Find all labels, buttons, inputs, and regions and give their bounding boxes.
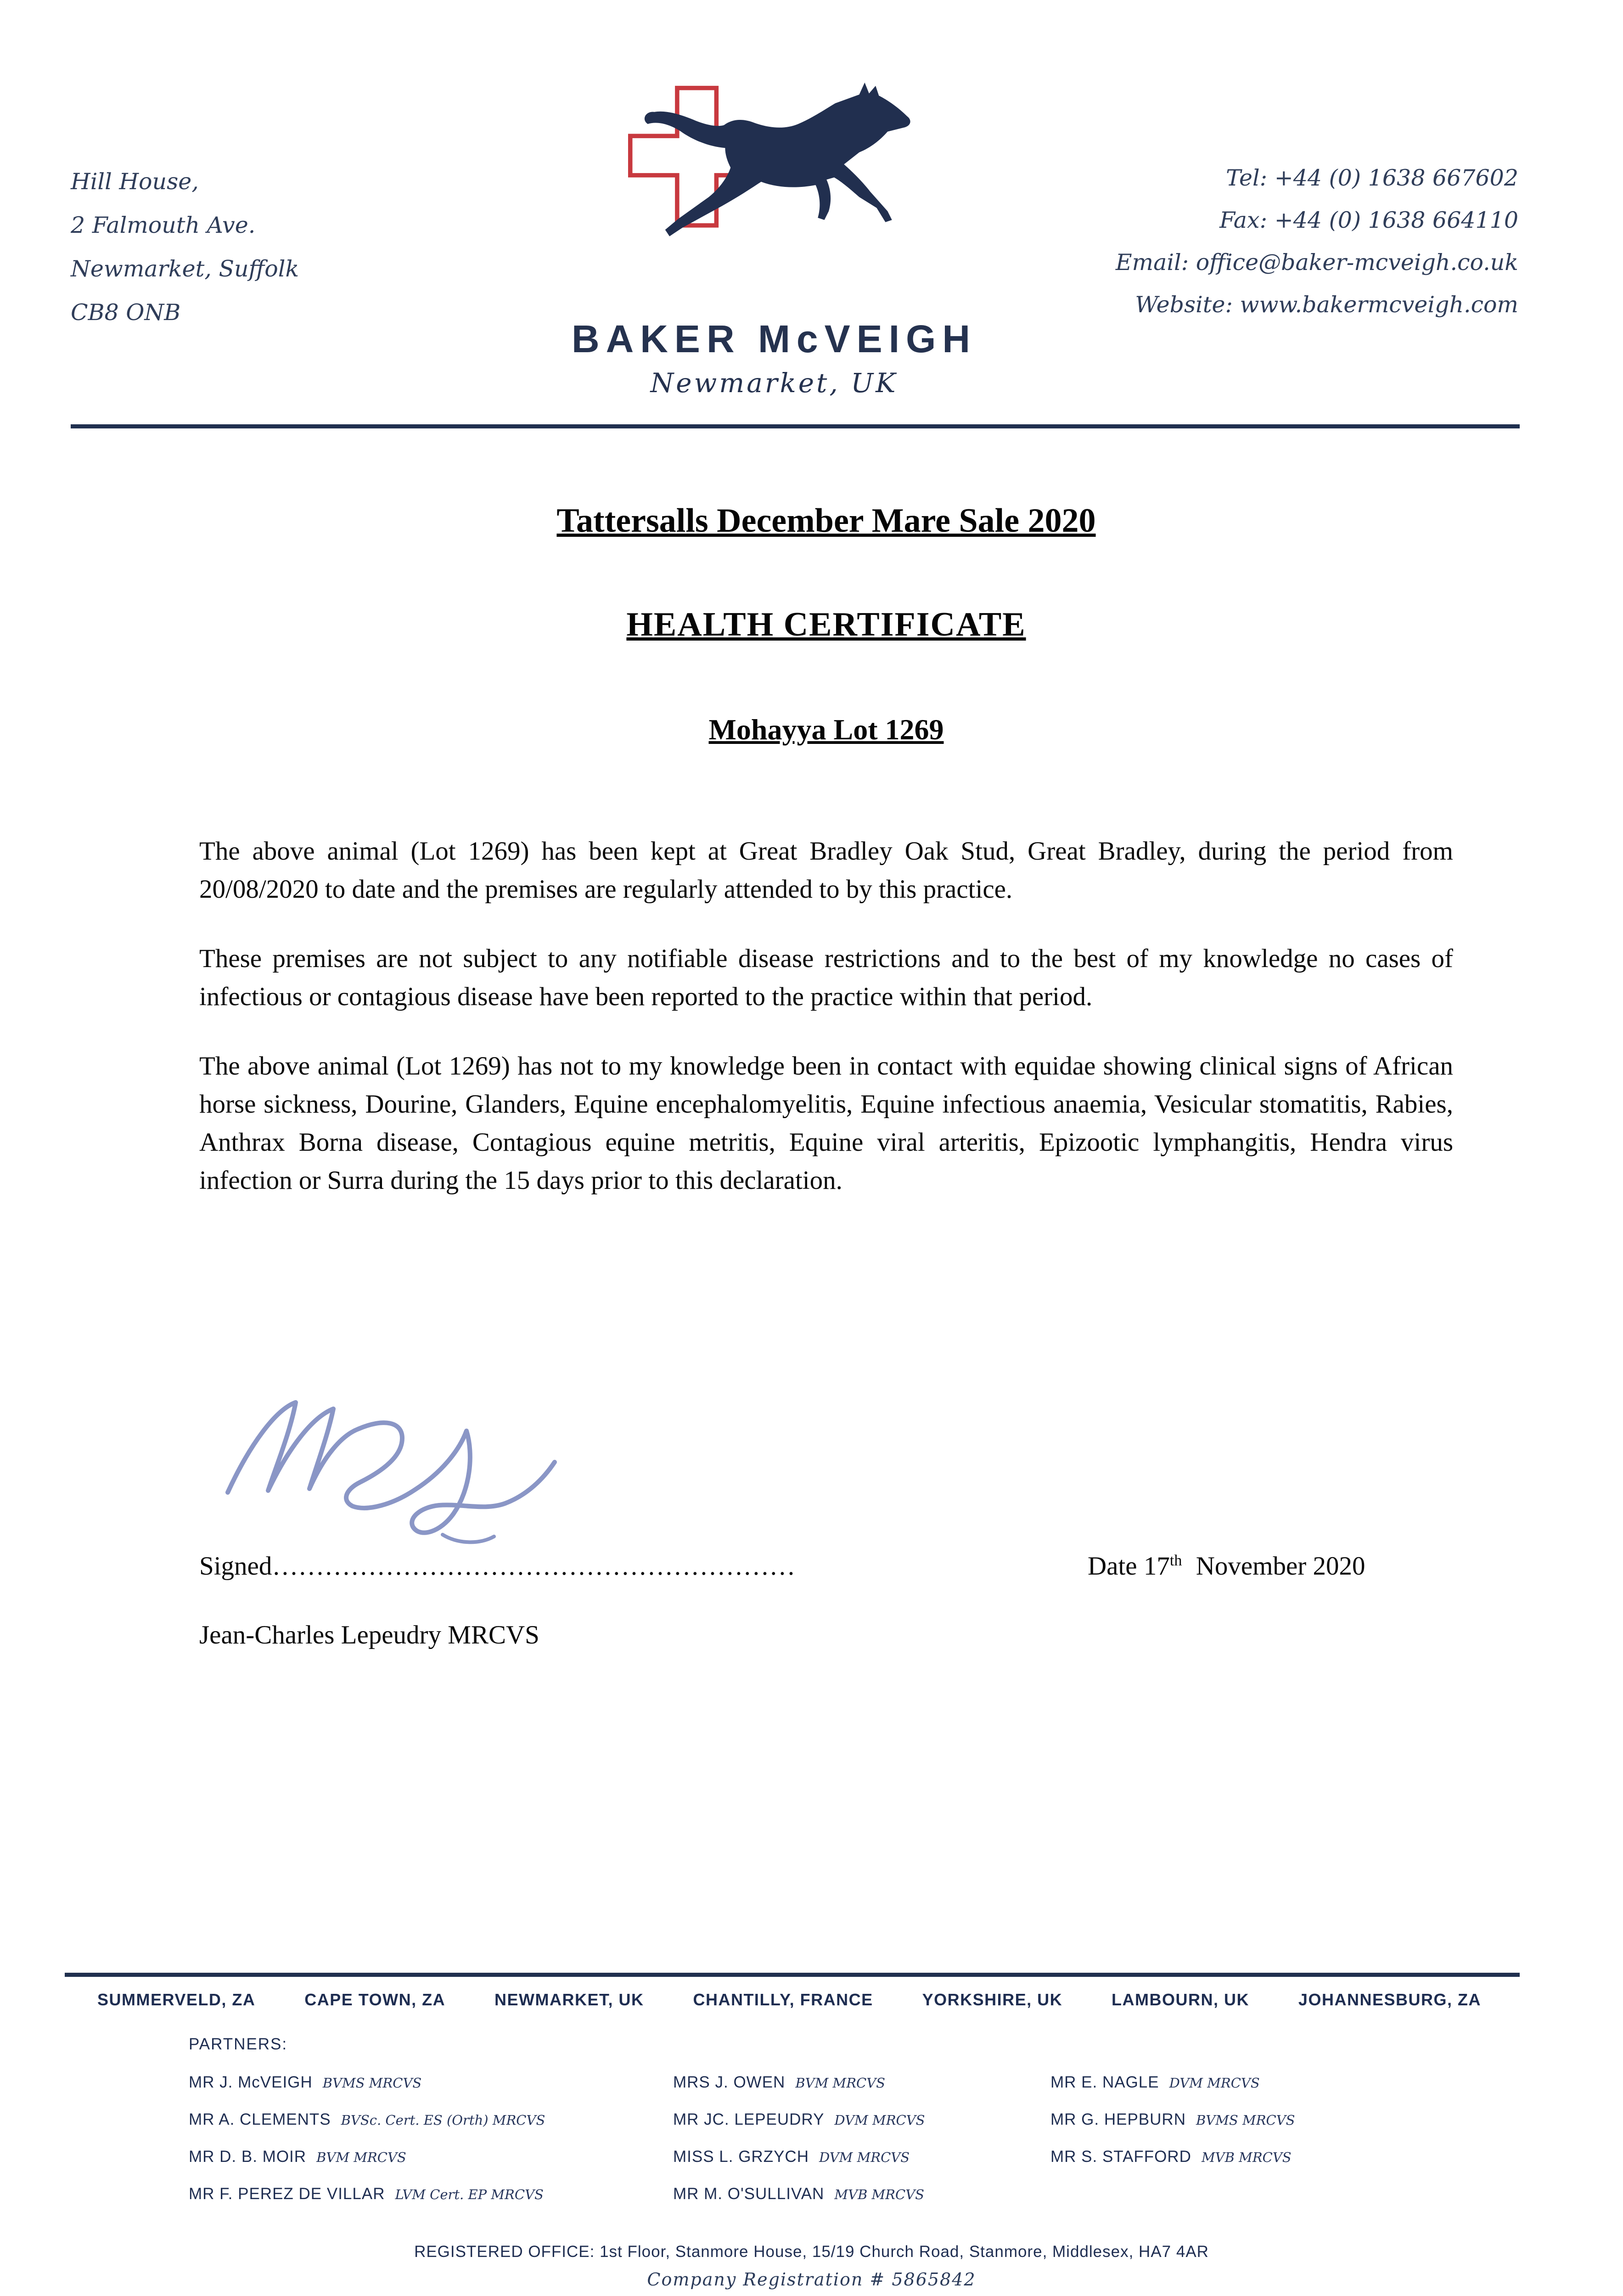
logo-location: Newmarket, UK <box>650 367 898 399</box>
partner-entry <box>673 2065 925 2103</box>
sale-title: Tattersalls December Mare Sale 2020 <box>556 502 1096 540</box>
location-item: LAMBOURN, UK <box>1112 1990 1249 2009</box>
practice-locations <box>97 1990 1481 2009</box>
partner-name: MR A. CLEMENTS <box>189 2110 331 2128</box>
partner-name: MR D. B. MOIR <box>189 2148 307 2166</box>
partner-name: MISS L. GRZYCH <box>673 2148 809 2166</box>
partner-qualifications: MVB MRCVS <box>1201 2150 1292 2165</box>
contact-fax: Fax: +44 (0) 1638 664110 <box>1219 207 1518 233</box>
date-ordinal: th <box>1169 1552 1182 1569</box>
partner-entry <box>189 2103 545 2140</box>
contact-tel: Tel: +44 (0) 1638 667602 <box>1226 165 1518 191</box>
location-item: NEWMARKET, UK <box>494 1990 644 2009</box>
partner-entry <box>673 2103 925 2140</box>
location-item: YORKSHIRE, UK <box>922 1990 1063 2009</box>
partner-qualifications: DVM MRCVS <box>1169 2075 1260 2091</box>
partner-qualifications: BVMS MRCVS <box>322 2075 422 2091</box>
horse-lot-title: Mohayya Lot 1269 <box>708 713 944 746</box>
partners-column-2 <box>673 2065 925 2214</box>
partner-name: MR M. O'SULLIVAN <box>673 2185 825 2203</box>
partners-label: PARTNERS: <box>189 2035 288 2053</box>
signatory-name: Jean-Charles Lepeudry MRCVS <box>199 1621 539 1649</box>
baker-mcveigh-logo-icon <box>611 55 960 257</box>
partners-column-1 <box>189 2065 545 2214</box>
contact-website: Website: www.bakermcveigh.com <box>1135 292 1518 318</box>
signed-label: Signed…………………………………………………… <box>199 1552 796 1581</box>
paragraph-premises: The above animal (Lot 1269) has been kept at Great Bradley Oak Stud, Great Bradley, during the period from 20/08/2020 to date and the premises are regularly attended to by this practice. <box>199 837 1453 904</box>
partner-qualifications: DVM MRCVS <box>819 2150 910 2165</box>
date-prefix: Date 17 <box>1088 1552 1170 1581</box>
partner-name: MR J. McVEIGH <box>189 2073 313 2091</box>
partner-name: MR F. PEREZ DE VILLAR <box>189 2185 385 2203</box>
partner-entry <box>1050 2103 1295 2140</box>
partner-qualifications: DVM MRCVS <box>834 2112 925 2128</box>
certificate-title: HEALTH CERTIFICATE <box>626 606 1026 643</box>
signature-stroke <box>228 1402 555 1533</box>
company-registration: Company Registration # 5865842 <box>647 2269 976 2290</box>
address-line: CB8 ONB <box>71 299 181 326</box>
signature-flourish <box>443 1535 494 1542</box>
contact-email: Email: office@baker-mcveigh.co.uk <box>1115 249 1518 276</box>
partner-name: MRS J. OWEN <box>673 2073 786 2091</box>
partner-entry <box>189 2177 545 2214</box>
footer-divider <box>65 1973 1520 1977</box>
partner-entry <box>673 2177 925 2214</box>
address-line: Newmarket, Suffolk <box>71 256 299 282</box>
partner-name: MR S. STAFFORD <box>1050 2148 1191 2166</box>
date-suffix: November 2020 <box>1189 1552 1365 1581</box>
address-line: 2 Falmouth Ave. <box>71 212 256 238</box>
logo <box>611 55 960 259</box>
partner-name: MR E. NAGLE <box>1050 2073 1159 2091</box>
partner-qualifications: BVM MRCVS <box>795 2075 886 2091</box>
partner-qualifications: BVMS MRCVS <box>1196 2112 1295 2128</box>
partner-entry <box>1050 2065 1295 2103</box>
partner-qualifications: BVM MRCVS <box>316 2150 406 2165</box>
location-item: CAPE TOWN, ZA <box>304 1990 446 2009</box>
partner-qualifications: BVSc. Cert. ES (Orth) MRCVS <box>341 2112 545 2128</box>
location-item: SUMMERVELD, ZA <box>97 1990 256 2009</box>
partner-name: MR JC. LEPEUDRY <box>673 2110 825 2128</box>
logo-practice-name: BAKER McVEIGH <box>571 317 977 360</box>
partner-qualifications: MVB MRCVS <box>834 2187 925 2202</box>
address-line: Hill House, <box>71 169 199 195</box>
signed-row <box>199 1551 1453 1581</box>
date-field <box>1088 1551 1365 1581</box>
partner-qualifications: LVM Cert. EP MRCVS <box>395 2187 544 2202</box>
practice-address <box>71 160 299 334</box>
registered-office: REGISTERED OFFICE: 1st Floor, Stanmore House, 15/19 Church Road, Stanmore, Middlesex, HA7 4AR <box>414 2243 1209 2261</box>
partner-entry <box>1050 2140 1295 2177</box>
location-item: JOHANNESBURG, ZA <box>1298 1990 1481 2009</box>
partner-entry <box>189 2065 545 2103</box>
certificate-body <box>199 832 1453 1231</box>
practice-contact <box>1116 157 1518 326</box>
partners-column-3 <box>1050 2065 1295 2177</box>
partner-entry <box>189 2140 545 2177</box>
paragraph-contact-declaration: The above animal (Lot 1269) has not to my knowledge been in contact with equidae showing clinical signs of African horse sickness, Dourine, Glanders, Equine encephalomyelitis, Equine infectious anaemia, Vesicular stomatitis, Rabies, Anthrax Borna disease, Contagious equine metritis, Equine viral arteritis, Epizootic lymphangitis, Hendra virus infection or Surra during the 15 days prior to this declaration. <box>199 1052 1453 1195</box>
paragraph-disease-restrictions: These premises are not subject to any notifiable disease restrictions and to the best of my knowledge no cases of infectious or contagious disease have been reported to the practice within that period. <box>199 944 1453 1011</box>
header-divider <box>71 424 1520 428</box>
location-item: CHANTILLY, FRANCE <box>693 1990 873 2009</box>
signature-scribble <box>211 1355 707 1552</box>
partner-name: MR G. HEPBURN <box>1050 2110 1186 2128</box>
partner-entry <box>673 2140 925 2177</box>
